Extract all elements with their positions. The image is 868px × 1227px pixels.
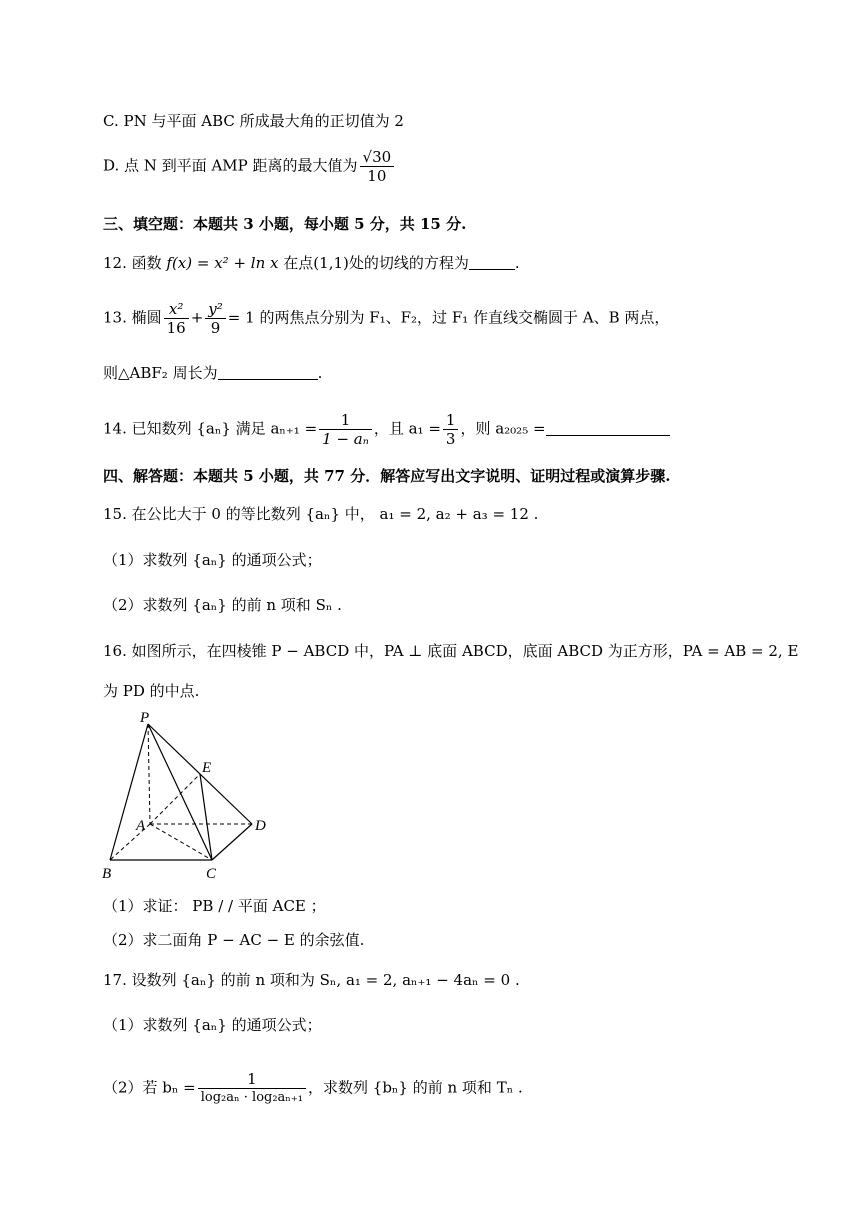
label-d: D [255, 818, 266, 834]
fraction-denominator: 1 − aₙ [322, 430, 369, 448]
option-d [103, 148, 396, 185]
question-16: 16. 如图所示，在四棱锥 P − ABCD 中，PA ⊥ 底面 ABCD，底面 ABCD 为正方形，PA = AB = 2, E [103, 642, 799, 660]
question-15: 15. 在公比大于 0 的等比数列 {aₙ} 中， a₁ = 2, a₂ + a₃ = 12 . [103, 505, 539, 523]
option-d-text: D. 点 N 到平面 AMP 距离的最大值为 [103, 156, 358, 175]
q12-mid: 在点 [283, 254, 314, 272]
question-16-part-1: （1）求证： PB / / 平面 ACE ； [103, 897, 326, 915]
label-e: E [202, 760, 212, 776]
q14-mid: ，且 a₁ = [373, 419, 441, 438]
question-16-line-2: 为 PD 的中点. [103, 682, 200, 700]
question-13: 13. 椭圆 $\frac{\text{x²}}{16}$ + $\frac{\text{y²}}{9}$ = 1 的两焦点分别为 F₁、F₂，过 F₁ 作直线交椭圆于 A、B 两点， [103, 300, 670, 337]
label-a: A [136, 818, 146, 834]
pyramid-figure [100, 706, 280, 881]
label-p: P [140, 710, 150, 726]
q17-2-prefix: （2）若 bₙ = [103, 1078, 196, 1097]
q13-suffix: = 1 的两焦点分别为 F₁、F₂，过 F₁ 作直线交椭圆于 A、B 两点， [227, 308, 670, 327]
q14-fraction-2 [443, 411, 459, 448]
question-15-part-2: （2）求数列 {aₙ} 的前 n 项和 Sₙ . [103, 596, 342, 614]
question-17-part-1: （1）求数列 {aₙ} 的通项公式； [103, 1016, 322, 1034]
q13-perimeter-text: 则△ABF₂ 周长为 [103, 364, 218, 382]
q14-suffix: ，则 a₂₀₂₅ = [460, 419, 546, 438]
q14-fraction [319, 411, 372, 448]
answer-blank [546, 421, 670, 436]
question-14 [103, 411, 670, 448]
fraction-denominator: 10 [367, 167, 387, 185]
q12-prefix: 12. 函数 [103, 254, 162, 272]
q12-suffix: 处的切线的方程为 [348, 254, 469, 272]
answer-blank [218, 365, 318, 380]
fraction-denominator: 9 [210, 319, 221, 337]
q17-2-suffix: ，求数列 {bₙ} 的前 n 项和 Tₙ . [308, 1078, 523, 1097]
fraction-denominator: log₂aₙ · log₂aₙ₊₁ [200, 1090, 304, 1105]
q13-prefix: 13. 椭圆 [103, 308, 162, 327]
label-c: C [206, 866, 217, 881]
label-b: B [102, 866, 112, 881]
edge-ac [150, 824, 212, 860]
fraction-numerator: √30 [360, 148, 395, 167]
fraction-denominator: 3 [445, 430, 456, 448]
q13-fraction-1 [164, 300, 189, 337]
fraction-numerator: y² [205, 300, 226, 319]
question-13-line-2: 则△ABF₂ 周长为 . [103, 364, 323, 382]
option-c: C. PN 与平面 ABC 所成最大角的正切值为 2 [103, 112, 404, 130]
question-12: 12. 函数 f(x) = x² + ln x 在点(1,1)处的切线的方程为 . [103, 254, 520, 272]
edge-pa [148, 724, 150, 824]
q12-point: (1,1) [313, 254, 349, 272]
fraction-numerator: x² [164, 300, 189, 319]
edge-pb [110, 724, 148, 860]
q12-function: f(x) = x² + ln x [166, 254, 279, 272]
q13-fraction-2 [205, 300, 226, 337]
question-17: 17. 设数列 {aₙ} 的前 n 项和为 Sₙ, a₁ = 2, aₙ₊₁ − 4aₙ = 0 . [103, 971, 520, 989]
fraction-numerator: 1 [198, 1070, 306, 1089]
fraction-numerator: 1 [319, 411, 372, 430]
question-15-part-1: （1）求数列 {aₙ} 的通项公式； [103, 551, 322, 569]
edge-cd [212, 824, 252, 860]
fraction-denominator: 16 [166, 319, 186, 337]
q17-2-fraction [198, 1070, 306, 1107]
section-4-heading: 四、解答题：本题共 5 小题，共 77 分．解答应写出文字说明、证明过程或演算步骤. [103, 467, 671, 485]
section-3-heading: 三、填空题：本题共 3 小题，每小题 5 分，共 15 分. [103, 215, 467, 233]
answer-blank [469, 255, 515, 270]
option-d-fraction [360, 148, 395, 185]
q14-prefix: 14. 已知数列 {aₙ} 满足 aₙ₊₁ = [103, 419, 318, 438]
fraction-numerator: 1 [443, 411, 459, 430]
question-16-part-2: （2）求二面角 P − AC − E 的余弦值. [103, 931, 365, 949]
question-17-part-2 [103, 1070, 523, 1107]
